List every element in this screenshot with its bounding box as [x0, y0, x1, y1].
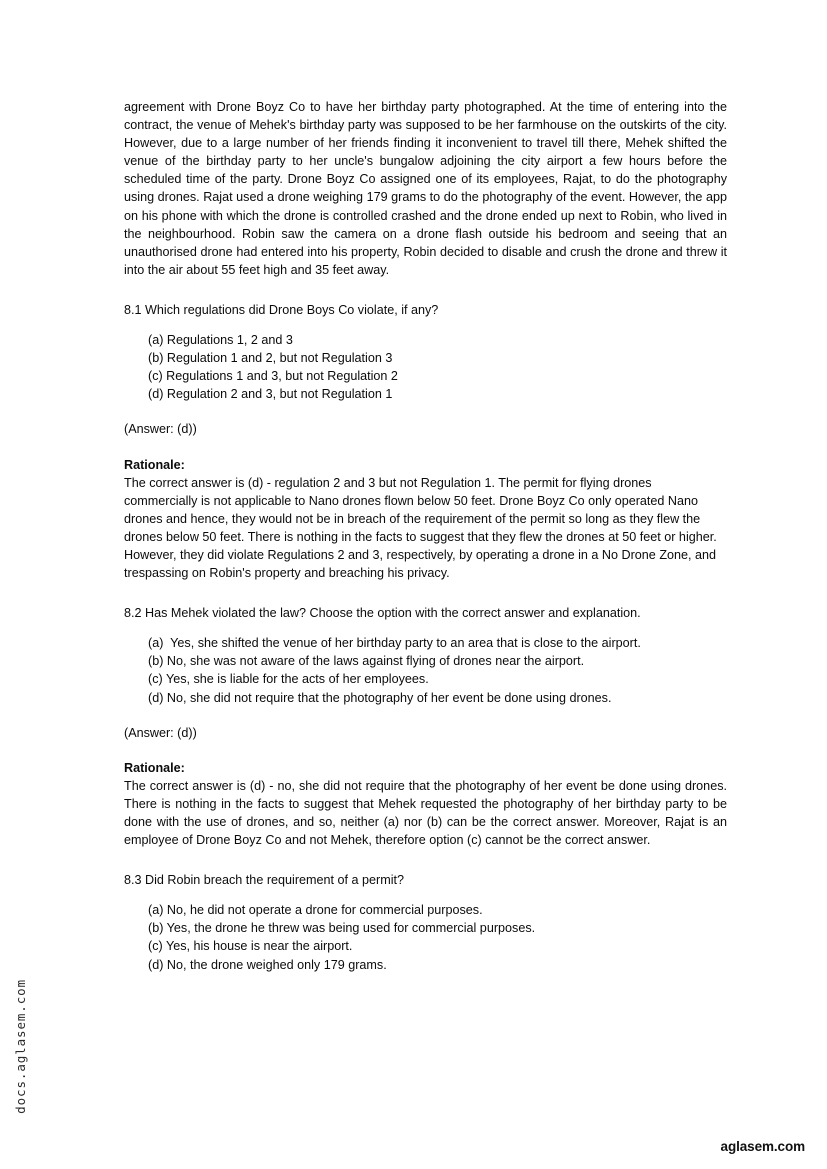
spacer	[124, 742, 727, 759]
option-8-1-d[interactable]: (d) Regulation 2 and 3, but not Regulation 1	[148, 387, 393, 402]
spacer	[124, 403, 727, 420]
spacer	[124, 849, 727, 871]
spacer	[124, 439, 727, 456]
side-watermark: docs.aglasem.com	[13, 979, 28, 1114]
spacer	[124, 889, 727, 901]
option-8-2-c[interactable]: (c) Yes, she is liable for the acts of her employees.	[148, 672, 429, 687]
rationale-body-8-1: The correct answer is (d) - regulation 2 and 3 but not Regulation 1. The permit for flying drones commercially is not applicable to Nano drones flown below 50 feet. Drone Boyz Co only operated Nano drones and hence, they would not be in breach of the requirement of the permit so long as they flew the drones below 50 feet. There is nothing in the facts to suggest that they flew the drones at 50 feet or higher. However, they did violate Regulations 2 and 3, respectively, by operating a drone in a No Drone Zone, and trespassing on Robin's property and breaching his privacy.	[124, 475, 717, 581]
option-8-1-a[interactable]: (a) Regulations 1, 2 and 3	[148, 333, 293, 348]
answer-8-1: (Answer: (d))	[124, 422, 197, 437]
footer-brand: aglasem.com	[720, 1139, 805, 1154]
option-8-1-c[interactable]: (c) Regulations 1 and 3, but not Regulation 2	[148, 369, 398, 384]
spacer	[124, 279, 727, 301]
document-content	[124, 98, 727, 974]
spacer	[124, 319, 727, 331]
answer-8-2: (Answer: (d))	[124, 725, 197, 740]
spacer	[124, 582, 727, 604]
option-8-3-a[interactable]: (a) No, he did not operate a drone for commercial purposes.	[148, 903, 483, 918]
option-8-2-d[interactable]: (d) No, she did not require that the photography of her event be done using drones.	[148, 690, 612, 705]
rationale-heading-8-2: Rationale:	[124, 760, 185, 775]
option-8-3-c[interactable]: (c) Yes, his house is near the airport.	[148, 939, 353, 954]
options-list-8-1	[124, 331, 727, 403]
option-8-1-b[interactable]: (b) Regulation 1 and 2, but not Regulation 3	[148, 351, 393, 366]
option-8-3-b[interactable]: (b) Yes, the drone he threw was being used for commercial purposes.	[148, 921, 536, 936]
rationale-body-8-2: The correct answer is (d) - no, she did not require that the photography of her event be done using drones. There is nothing in the facts to suggest that Mehek requested the photography of her birthday party to be done with the use of drones, and so, neither (a) nor (b) can be the correct answer. Moreover, Rajat is an employee of Drone Boyz Co and not Mehek, therefore option (c) cannot be the correct answer.	[124, 778, 727, 848]
spacer	[124, 707, 727, 724]
spacer	[124, 622, 727, 634]
rationale-heading-8-1: Rationale:	[124, 457, 185, 472]
question-8-2: 8.2 Has Mehek violated the law? Choose the option with the correct answer and explanation.	[124, 606, 641, 621]
question-8-3: 8.3 Did Robin breach the requirement of a permit?	[124, 873, 405, 888]
intro-paragraph: agreement with Drone Boyz Co to have her birthday party photographed. At the time of entering into the contract, the venue of Mehek's birthday party was supposed to be her farmhouse on the outskirts of the city. However, due to a large number of her friends finding it inconvenient to travel till there, Mehek shifted the venue of the birthday party to her uncle's bungalow adjoining the city airport a few hours before the scheduled time of the party. Drone Boyz Co assigned one of its employees, Rajat, to do the photography using drones. Rajat used a drone weighing 179 grams to do the photography of the event. However, the app on his phone with which the drone is controlled crashed and the drone ended up next to Robin, who lived in the neighbourhood. Robin saw the camera on a drone flash outside his bedroom and seeing that an unauthorised drone had entered into his property, Robin decided to disable and crush the drone and threw it into the air about 55 feet high and 35 feet away.	[124, 100, 727, 277]
option-8-2-b[interactable]: (b) No, she was not aware of the laws against flying of drones near the airport.	[148, 654, 585, 669]
options-list-8-3	[124, 901, 727, 973]
option-8-2-a[interactable]: (a) Yes, she shifted the venue of her birthday party to an area that is close to the airport.	[148, 636, 641, 651]
question-8-1: 8.1 Which regulations did Drone Boys Co violate, if any?	[124, 302, 439, 317]
option-8-3-d[interactable]: (d) No, the drone weighed only 179 grams.	[148, 957, 387, 972]
options-list-8-2	[124, 634, 727, 706]
